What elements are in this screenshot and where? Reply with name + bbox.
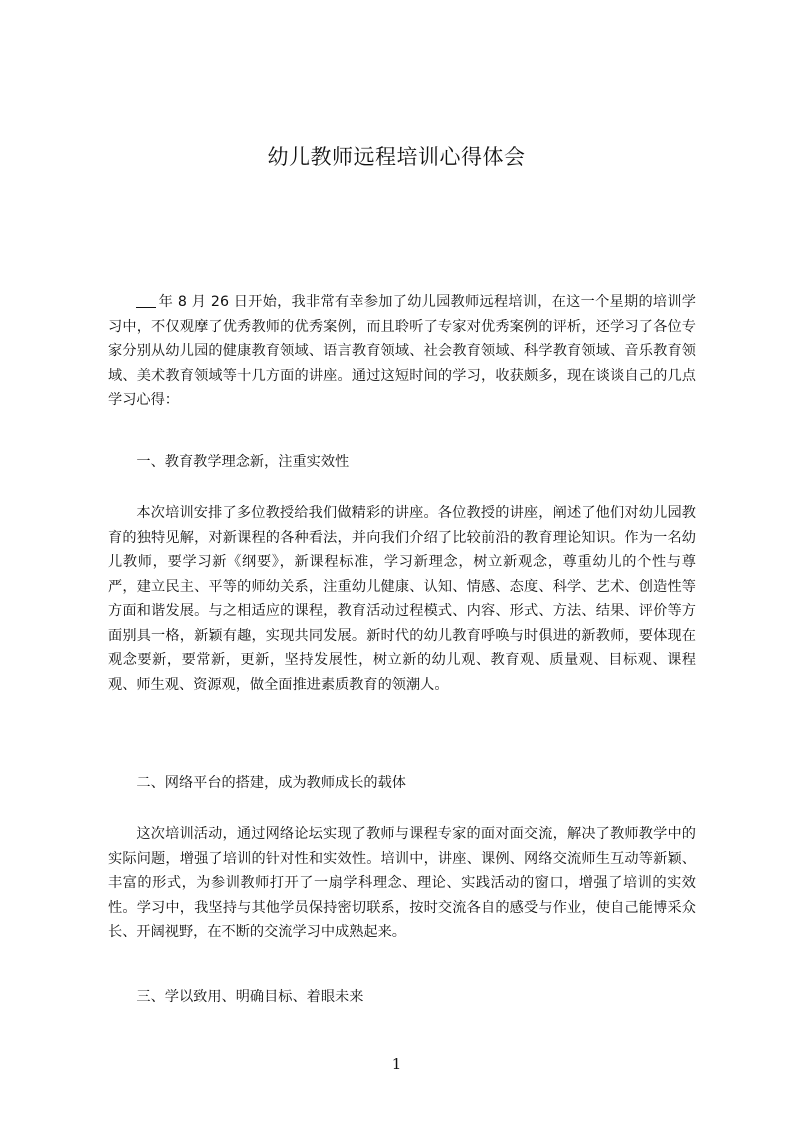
intro-paragraph — [108, 290, 696, 413]
section-3 — [108, 985, 696, 1010]
intro-text: 年 8 月 26 日开始，我非常有幸参加了幼儿园教师远程培训，在这一个星期的培训学习中，不仅观摩了优秀教师的优秀案例，而且聆听了专家对优秀案例的评析，还学习了各位专家分别从幼儿园的健康教育领域、语言教育领域、社会教育领域、科学教育领域、音乐教育领域、美术教育领域等十几方面的讲座。通过这短时间的学习，收获颇多，现在谈谈自己的几点学习心得： — [108, 294, 696, 408]
section-2-body — [108, 822, 696, 945]
section-2 — [108, 771, 696, 796]
section-2-heading: 二、网络平台的搭建，成为教师成长的载体 — [136, 775, 406, 791]
page-number: 1 — [391, 1055, 402, 1073]
intro-paragraph-text — [108, 290, 696, 413]
section-1 — [108, 450, 696, 475]
section-1-paragraph: 本次培训安排了多位教授给我们做精彩的讲座。各位教授的讲座，阐述了他们对幼儿园教育的独特见解，对新课程的各种看法，并向我们介绍了比较前沿的教育理论知识。作为一名幼儿教师，要学习新《纲要》，新课程标准，学习新理念，树立新观念，尊重幼儿的个性与尊严，建立民主、平等的师幼关系，注重幼儿健康、认知、情感、态度、科学、艺术、创造性等方面和谐发展。与之相适应的课程，教育活动过程模式、内容、形式、方法、结果、评价等方面别具一格，新颖有趣，实现共同发展。新时代的幼儿教育呼唤与时俱进的新教师，要体现在观念要新，要常新，更新，坚持发展性，树立新的幼儿观、教育观、质量观、目标观、课程观、师生观、资源观，做全面推进素质教育的领潮人。 — [108, 505, 696, 693]
section-1-body — [108, 501, 696, 697]
document-title: 幼儿教师远程培训心得体会 — [267, 145, 526, 169]
fill-in-blank — [136, 293, 156, 308]
section-3-heading: 三、学以致用、明确目标、着眼未来 — [136, 989, 364, 1005]
section-2-paragraph: 这次培训活动，通过网络论坛实现了教师与课程专家的面对面交流，解决了教师教学中的实际问题，增强了培训的针对性和实效性。培训中，讲座、课例、网络交流师生互动等新颖、丰富的形式，为参训教师打开了一扇学科理念、理论、实践活动的窗口，增强了培训的实效性。学习中，我坚持与其他学员保持密切联系，按时交流各自的感受与作业，使自己能博采众长、开阔视野，在不断的交流学习中成熟起来。 — [108, 826, 696, 940]
section-1-heading: 一、教育教学理念新，注重实效性 — [136, 454, 350, 470]
